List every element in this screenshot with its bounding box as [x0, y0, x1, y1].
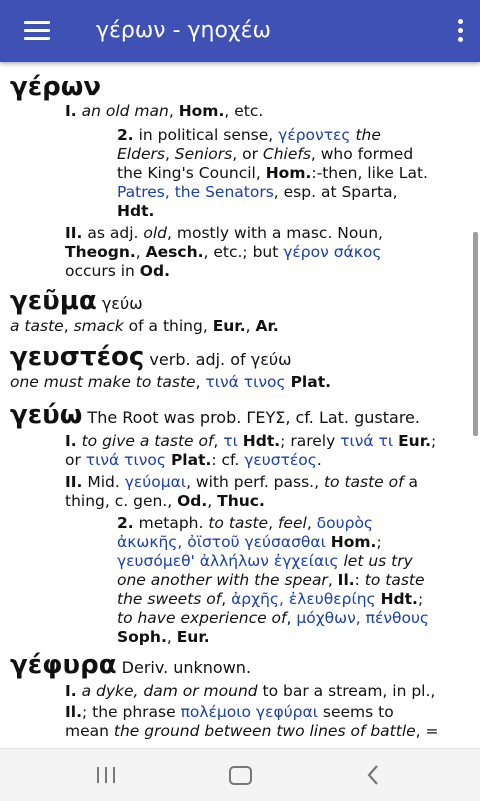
definition-text: , [195, 373, 206, 391]
cross-reference-link[interactable]: γευσόμεθ' ἀλλήλων ἐγχείαις [117, 552, 339, 570]
definition-text: , [207, 492, 218, 510]
definition-text: : [354, 571, 365, 589]
source-abbr: 2. [117, 126, 134, 144]
cross-reference-link[interactable]: πολέμοιο γεφύραι [180, 703, 318, 721]
definition-line [117, 590, 423, 609]
source-abbr: II. [65, 224, 83, 242]
source-abbr: II. [65, 473, 83, 491]
hamburger-menu-icon[interactable] [24, 21, 50, 41]
app-bar [0, 0, 480, 62]
source-abbr: Od. [139, 262, 170, 280]
definition-text: , or [232, 145, 263, 163]
definition-text: : cf. [211, 451, 245, 469]
source-abbr: Eur. [398, 432, 432, 450]
definition-text: ; rarely [280, 432, 341, 450]
source-abbr: Soph. [117, 628, 167, 646]
definition-text: to taste of [323, 473, 404, 491]
headword-text: γέφυρα [10, 650, 117, 680]
definition-text: the King's Council, [117, 164, 266, 182]
definition-text: , mostly with a masc. Noun, [167, 224, 383, 242]
definition-text: , etc.; but [203, 243, 284, 261]
definition-line [117, 202, 154, 221]
definition-text: , [306, 514, 317, 532]
definition-text: mean [65, 722, 114, 740]
source-abbr: Hom. [178, 102, 225, 120]
definition-line [65, 243, 381, 262]
cross-reference-link[interactable]: τι [223, 432, 238, 450]
definition-text: the sweets of [117, 590, 222, 608]
cross-reference-link[interactable]: τινά τι [340, 432, 394, 450]
definition-text: , etc. [224, 102, 264, 120]
definition-text: , [286, 609, 297, 627]
definition-text: , with perf. pass., [186, 473, 324, 491]
definition-text: a dyke, dam or mound [81, 682, 258, 700]
definition-text: feel [277, 514, 307, 532]
definition-line [65, 703, 394, 722]
source-abbr: Theogn. [65, 243, 136, 261]
source-abbr: Od. [177, 492, 208, 510]
definition-text: seems to [317, 703, 394, 721]
scrollbar[interactable] [473, 232, 478, 436]
source-abbr: Eur. [212, 317, 246, 335]
more-vertical-icon[interactable] [452, 18, 468, 44]
definition-line [117, 183, 398, 202]
source-abbr: I. [65, 432, 77, 450]
definition-text: Seniors [174, 145, 233, 163]
definition-text: old [143, 224, 168, 242]
definition-text: one another with the spear [117, 571, 328, 589]
headword-4 [10, 648, 251, 685]
source-abbr: Plat. [170, 451, 212, 469]
definition-text: Mid. [82, 473, 125, 491]
definition-line [117, 164, 428, 183]
definition-line [65, 224, 383, 243]
definition-line [117, 571, 425, 590]
definition-text: of a thing, [123, 317, 213, 335]
definition-text: let us try [343, 552, 413, 570]
headword-text: γέρων [10, 72, 102, 102]
headword-text: γεῦμα [10, 286, 97, 316]
home-icon[interactable] [229, 766, 252, 785]
definition-line [117, 533, 382, 552]
definition-text: to bar a stream, in pl., [257, 682, 436, 700]
headword-2 [10, 340, 292, 377]
definition-text: , [135, 243, 146, 261]
definition-text: , [221, 590, 232, 608]
headword-note: The Root was prob. ΓΕΥΣ, cf. Lat. gustare. [82, 408, 420, 427]
definition-line [10, 373, 331, 392]
headword-0 [10, 70, 101, 104]
source-abbr: Hdt. [242, 432, 281, 450]
headword-note: verb. adj. of γεύω [144, 350, 292, 369]
definition-line [65, 492, 265, 511]
definition-text: . [316, 451, 322, 469]
definition-text: ; [376, 533, 382, 551]
source-abbr: Hom. [330, 533, 377, 551]
definition-text: , [63, 317, 74, 335]
definition-line [65, 432, 436, 451]
source-abbr: Il. [65, 703, 82, 721]
definition-text: , esp. at Sparta, [273, 183, 398, 201]
definition-text: , [327, 571, 338, 589]
definition-text: to taste [208, 514, 269, 532]
definition-text: Chiefs [262, 145, 311, 163]
definition-text: :-then, like Lat. [311, 164, 428, 182]
definition-text: a [403, 473, 419, 491]
cross-reference-link[interactable]: ἀρχῆς, ἐλευθερίης [231, 590, 376, 608]
source-abbr: Hdt. [117, 202, 155, 220]
definition-line [65, 102, 263, 121]
definition-text: metaph. [133, 514, 209, 532]
cross-reference-link[interactable]: ἀκωκῆς, ὀϊστοῦ γεύσασθαι [117, 533, 326, 551]
cross-reference-link[interactable]: δουρὸς [316, 514, 374, 532]
definition-line [10, 317, 279, 336]
definition-text: , [268, 514, 278, 532]
definition-line [65, 473, 418, 492]
source-abbr: Ar. [255, 317, 279, 335]
definition-text: ; [431, 432, 437, 450]
headword-note: γεύω [96, 294, 143, 313]
cross-reference-link[interactable]: Patres, the Senators [117, 183, 274, 201]
definition-line [65, 262, 170, 281]
definition-text: a taste [10, 317, 64, 335]
headword-text: γεύω [10, 400, 83, 430]
definition-text: ; the phrase [81, 703, 181, 721]
definition-text: to give a taste of [81, 432, 214, 450]
source-abbr: Il. [337, 571, 355, 589]
definition-text: smack [73, 317, 124, 335]
system-nav-bar [0, 748, 480, 801]
definition-text: as adj. [82, 224, 144, 242]
definition-line [117, 552, 413, 571]
definition-line [117, 514, 373, 533]
headword-note: Deriv. unknown. [116, 658, 252, 677]
cross-reference-link[interactable]: γευστέος [244, 451, 317, 469]
headword-text: γευστέος [10, 342, 145, 372]
source-abbr: 2. [117, 514, 134, 532]
definition-text: Elders [117, 145, 165, 163]
cross-reference-link[interactable]: γέροντες [278, 126, 351, 144]
definition-line [65, 451, 322, 470]
definition-text: , [213, 432, 224, 450]
definition-text: ; [417, 590, 424, 608]
cross-reference-link[interactable]: γεύομαι [124, 473, 187, 491]
definition-text: in political sense, [133, 126, 279, 144]
definition-line [117, 126, 381, 145]
definition-text: occurs in [65, 262, 140, 280]
definition-text: the ground between two lines of battle [113, 722, 416, 740]
definition-text: the [355, 126, 381, 144]
definition-text: , = [415, 722, 439, 740]
dictionary-content[interactable] [0, 62, 480, 748]
definition-text: , [166, 628, 177, 646]
page-title: γέρων - γηοχέω [96, 18, 271, 43]
definition-text: to have experience of [117, 609, 287, 627]
definition-text: , [245, 317, 256, 335]
definition-text: , [164, 145, 175, 163]
definition-line [117, 628, 210, 647]
definition-line [65, 722, 439, 741]
source-abbr: I. [65, 682, 77, 700]
recent-apps-icon[interactable] [95, 767, 117, 783]
definition-line [65, 682, 435, 701]
definition-text: one must make to taste [10, 373, 196, 391]
back-icon[interactable] [366, 764, 380, 786]
cross-reference-link[interactable]: γέρον σάκος [283, 243, 382, 261]
source-abbr: I. [65, 102, 77, 120]
definition-text: , [168, 102, 179, 120]
cross-reference-link[interactable]: μόχθων, πένθους [296, 609, 430, 627]
definition-text: , who formed [310, 145, 414, 163]
source-abbr: Eur. [176, 628, 210, 646]
source-abbr: Hdt. [380, 590, 418, 608]
definition-line [117, 145, 413, 164]
definition-line [117, 609, 429, 628]
definition-text: thing, c. gen., [65, 492, 178, 510]
headword-3 [10, 398, 420, 435]
definition-text: or [65, 451, 86, 469]
source-abbr: Thuc. [217, 492, 265, 510]
source-abbr: Plat. [290, 373, 331, 391]
definition-text: to taste [364, 571, 425, 589]
source-abbr: Aesch. [145, 243, 204, 261]
cross-reference-link[interactable]: τινά τινος [85, 451, 166, 469]
definition-text: an old man [81, 102, 169, 120]
headword-1 [10, 284, 143, 321]
cross-reference-link[interactable]: τινά τινος [205, 373, 286, 391]
source-abbr: Hom. [265, 164, 312, 182]
